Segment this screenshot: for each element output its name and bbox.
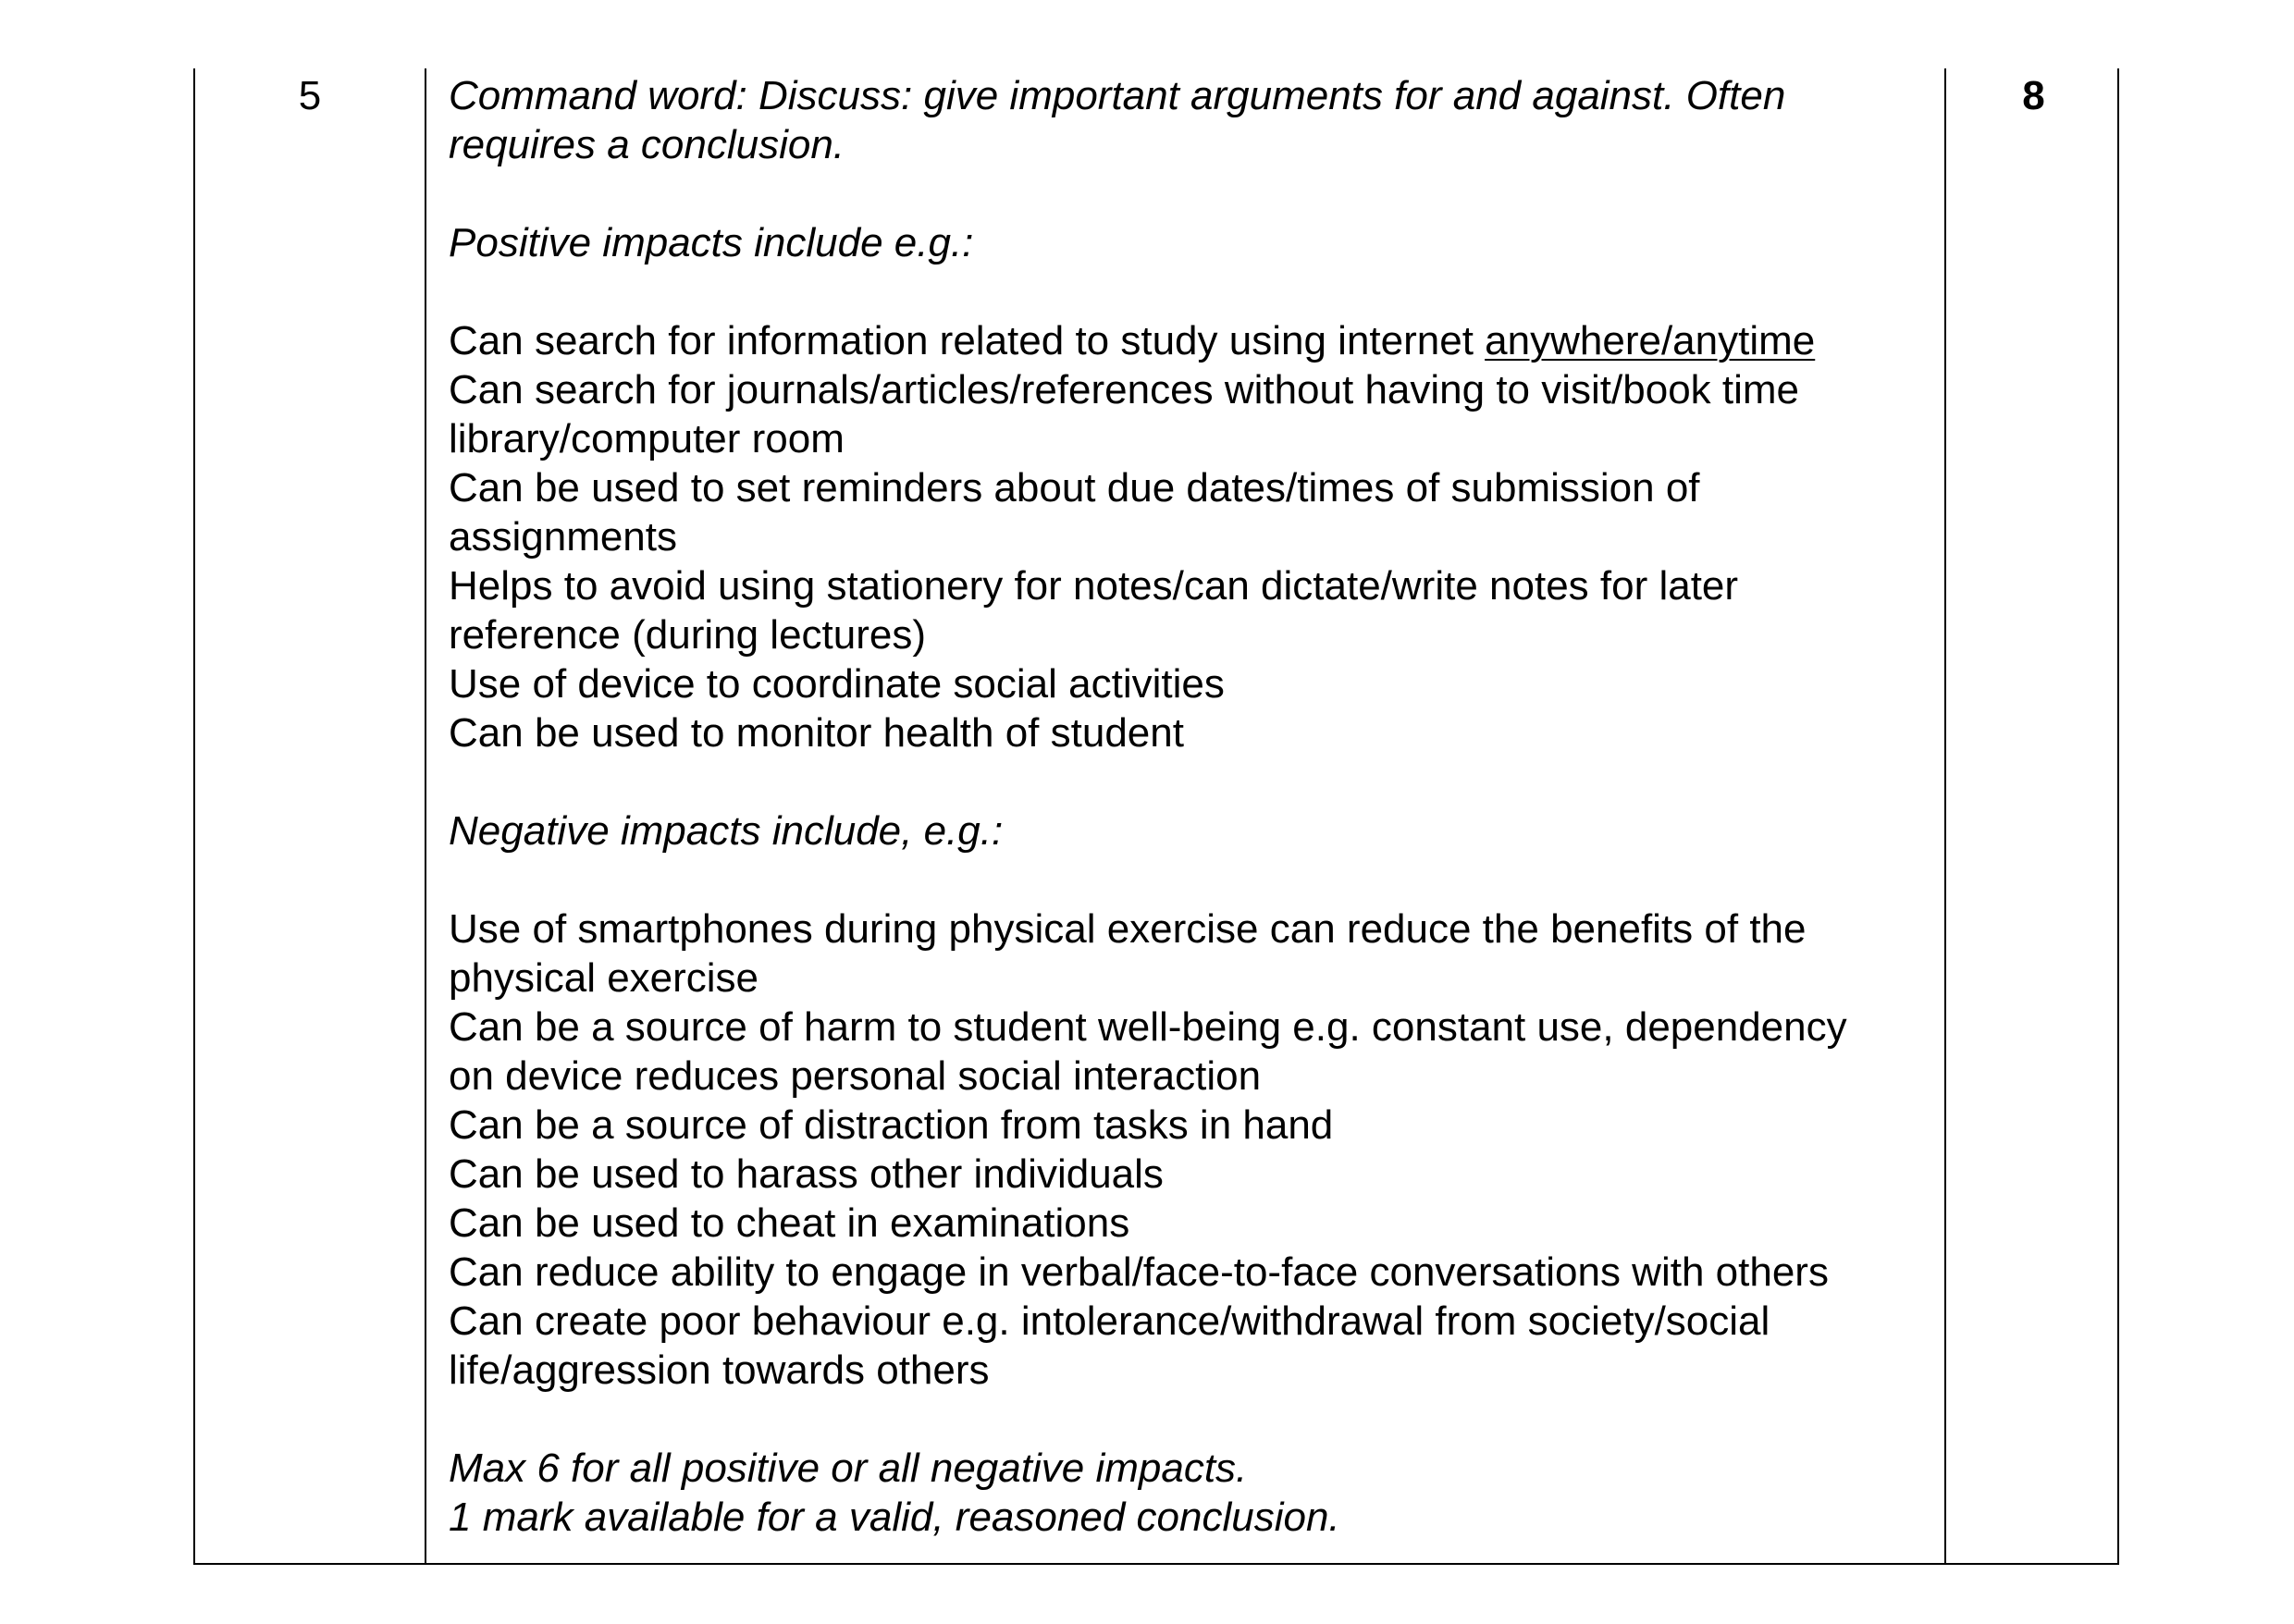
spacer	[449, 757, 1926, 806]
command-word-line: requires a conclusion.	[449, 122, 845, 167]
guidance-line: Max 6 for all positive or all negative impacts.	[449, 1446, 1248, 1491]
positive-impact-line: Use of device to coordinate social activities	[449, 661, 1225, 707]
negative-impact-line: physical exercise	[449, 955, 759, 1001]
negative-impact-line: Can be a source of distraction from tasks in hand	[449, 1102, 1334, 1148]
negative-impact-line: Can be used to harass other individuals	[449, 1151, 1164, 1197]
positive-impact-line: reference (during lectures)	[449, 612, 927, 658]
positive-impact-line: Can search for journals/articles/references without having to visit/book time	[449, 367, 1800, 412]
positive-impacts-heading: Positive impacts include e.g.:	[449, 220, 974, 265]
underlined-term: anywhere/anytime	[1485, 318, 1816, 363]
positive-impact-line	[449, 316, 1926, 365]
marks-cell	[1946, 68, 2121, 1563]
negative-impact-line: on device reduces personal social interaction	[449, 1053, 1262, 1099]
command-word-line: Command word: Discuss: give important arguments for and against. Often	[449, 73, 1786, 118]
positive-impact-line: Helps to avoid using stationery for notes/can dictate/write notes for later	[449, 563, 1739, 609]
positive-impact-text: Can search for information related to study using internet	[449, 318, 1486, 363]
spacer	[449, 855, 1926, 904]
negative-impact-line: life/aggression towards others	[449, 1347, 990, 1393]
question-number-cell	[195, 68, 426, 1563]
guidance-line: 1 mark available for a valid, reasoned conclusion.	[449, 1495, 1340, 1540]
spacer	[449, 169, 1926, 218]
positive-impact-line: library/computer room	[449, 416, 845, 461]
negative-impact-line: Use of smartphones during physical exercise can reduce the benefits of the	[449, 906, 1807, 952]
positive-impact-line: Can be used to set reminders about due dates/times of submission of	[449, 465, 1700, 511]
spacer	[449, 267, 1926, 316]
negative-impacts-heading: Negative impacts include, e.g.:	[449, 808, 1004, 854]
negative-impact-line: Can be a source of harm to student well-being e.g. constant use, dependency	[449, 1004, 1847, 1050]
marks-value: 8	[2022, 73, 2045, 118]
question-number: 5	[298, 73, 322, 118]
mark-scheme-table	[193, 68, 2119, 1565]
spacer	[449, 1395, 1926, 1444]
negative-impact-line: Can create poor behaviour e.g. intolerance/withdrawal from society/social	[449, 1298, 1770, 1344]
negative-impact-line: Can be used to cheat in examinations	[449, 1200, 1130, 1246]
positive-impact-line: assignments	[449, 514, 678, 560]
negative-impact-line: Can reduce ability to engage in verbal/face-to-face conversations with others	[449, 1249, 1829, 1295]
positive-impact-line: Can be used to monitor health of student	[449, 710, 1184, 756]
answer-cell	[426, 68, 1946, 1563]
